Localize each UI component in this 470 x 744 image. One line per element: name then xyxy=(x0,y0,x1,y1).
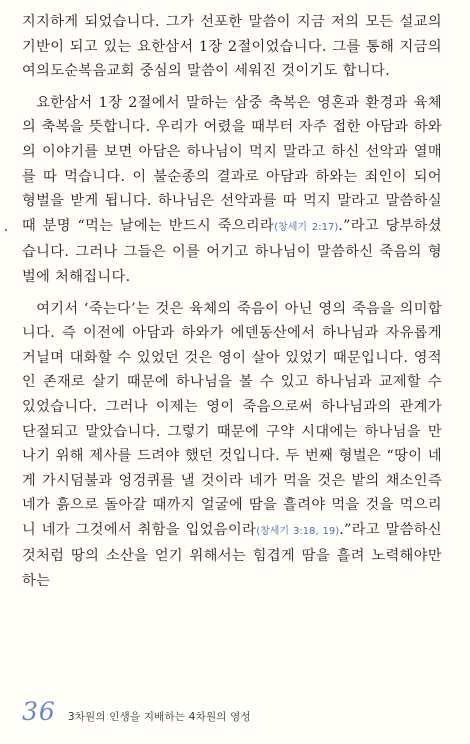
paragraph-3 xyxy=(22,297,442,594)
paragraph-3-text-a: 여기서 ‘죽는다’는 것은 육체의 죽음이 아닌 영의 죽음을 의미합니다. 즉 이전에 아담과 하와가 에덴동산에서 하나님과 자유롭게 거닐며 대화할 수 있었던 것은 영이 살아 있었기 때문입니다. 영적인 존재로 살기 때문에 하나님을 볼 수 있고 하나님과 교제할 수 있었습니다. 그러나 이제는 영이 죽음으로써 하나님과의 관계가 단절되고 말았습니다. 그렇기 때문에 구약 시대에는 하나님을 만나기 위해 제사를 드려야 했던 것입니다. 두 번째 형벌은 “땅이 네게 가시덤불과 엉겅퀴를 낼 것이라 네가 먹을 것은 밭의 채소인즉 네가 흙으로 돌아갈 때까지 얼굴에 땀을 흘려야 먹을 것을 먹으리니 네가 그것에서 취함을 입었음이라 xyxy=(22,300,442,538)
paragraph-1 xyxy=(22,10,442,84)
paragraph-3-text-b: .”라고 말씀하신 것처럼 땅의 소산을 얻기 위해서는 힘겹게 땀을 흘려 노력해야만 하는 xyxy=(22,521,443,590)
running-title: 3차원의 인생을 지배하는 4차원의 영성 xyxy=(67,711,251,723)
body-text xyxy=(22,10,442,594)
page-number: 36 xyxy=(22,697,56,726)
margin-mark xyxy=(5,229,7,231)
scripture-reference-genesis-2-17: (창세기 2:17) xyxy=(274,221,339,233)
paragraph-1-text: 지지하게 되었습니다. 그가 선포한 말씀이 지금 저의 모든 설교의 기반이 되고 있는 요한삼서 1장 2절이었습니다. 그를 통해 지금의 여의도순복음교회 중심의 말씀이 세워진 것이기도 합니다. xyxy=(22,14,442,80)
page-footer xyxy=(22,697,251,726)
paragraph-2 xyxy=(22,91,442,290)
paragraph-2-text-a: 요한삼서 1장 2절에서 말하는 삼중 축복은 영혼과 환경과 육체의 축복을 뜻합니다. 우리가 어렸을 때부터 자주 접한 아담과 하와의 이야기를 보면 아담은 하나님이 먹지 말라고 하신 선악과 열매를 따 먹습니다. 이 불순종의 결과로 아담과 하와는 죄인이 되어 형벌을 받게 됩니다. 하나님은 선악과를 따 먹지 말라고 말씀하실 때 분명 “먹는 날에는 반드시 죽으리라 xyxy=(22,94,442,234)
paragraph-2-text-b: .”라고 당부하셨습니다. 그러나 그들은 이를 어기고 하나님이 말씀하신 죽음의 형벌에 처해집니다. xyxy=(22,217,443,285)
scripture-reference-genesis-3-18-19: (창세기 3:18, 19) xyxy=(256,525,340,537)
